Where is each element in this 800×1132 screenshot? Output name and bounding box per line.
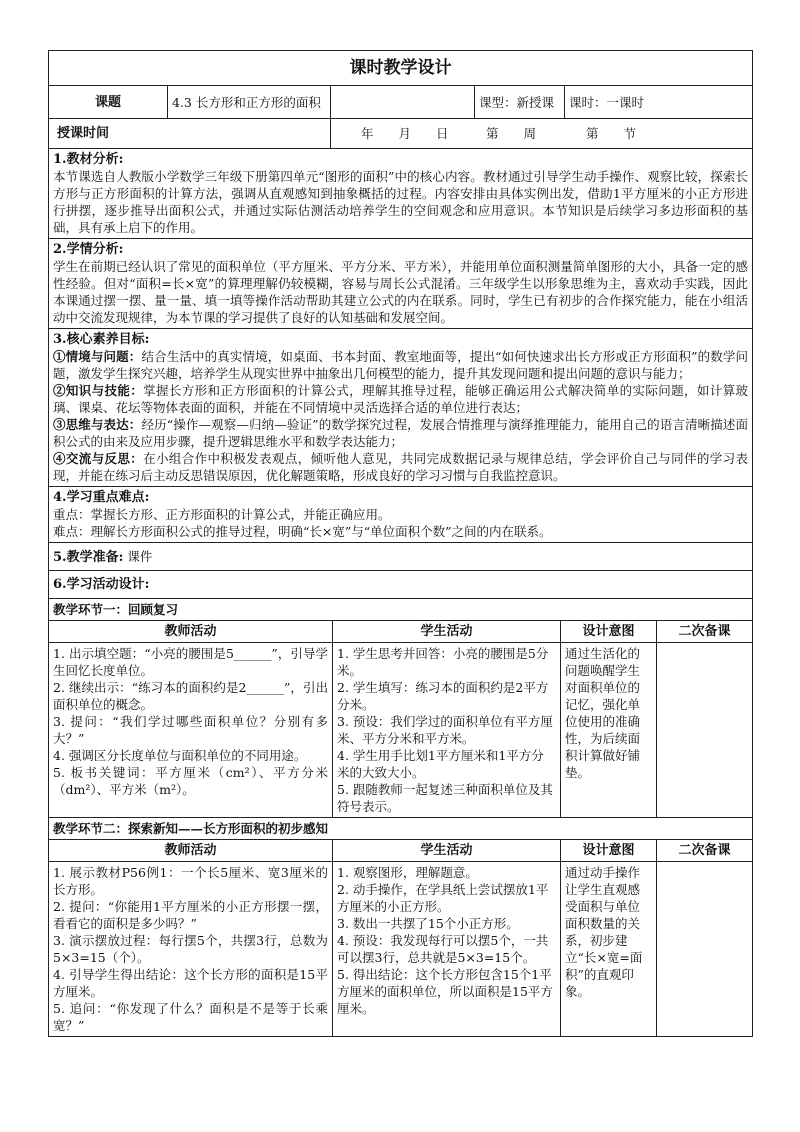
preparation-value: 课件 <box>127 548 153 564</box>
lesson-hours: 课时：一课时 <box>565 86 753 119</box>
design-intent: 通过动手操作让学生直观感受面积与单位面积数量的关系，初步建立“长×宽=面积”的直观印象。 <box>561 862 657 1037</box>
list-item: 2. 动手操作，在学具纸上尝试摆放1平方厘米的小正方形。 <box>337 882 549 914</box>
list-item: 4. 预设：我发现每行可以摆5个，一共可以摆3行，总共就是5×3=15个。 <box>337 933 549 965</box>
stage1-table <box>48 599 753 1037</box>
second-prep-cell[interactable] <box>657 643 753 818</box>
col-intent-header: 设计意图 <box>561 621 657 643</box>
section-title: 4.学习重点难点: <box>53 490 150 505</box>
goal-item: ①情境与问题：结合生活中的真实情境，如桌面、书本封面、教室地面等，提出“如何快速求出长方形或正方形面积”的数学问题，激发学生探究兴趣，培养学生从现实世界中抽象出几何模型的能力，提升其发现问题和提出问题的意识与能力； <box>53 349 749 381</box>
key-point: 重点：掌握长方形、正方形面积的计算公式，并能正确应用。 <box>53 507 391 522</box>
list-item: 1. 出示填空题：“小亮的腰围是5______”，引导学生回忆长度单位。 <box>53 646 328 678</box>
section-title: 1.教材分析: <box>53 152 124 167</box>
list-item: 5. 板书关键词：平方厘米（cm²）、平方分米（dm²）、平方米（m²）。 <box>53 765 328 797</box>
section-core-goals <box>49 329 753 487</box>
list-item: 1. 学生思考并回答：小亮的腰围是5分米。 <box>337 646 549 678</box>
list-item: 2. 继续出示：“练习本的面积约是2______”，引出面积单位的概念。 <box>53 680 328 712</box>
topic-label: 课题 <box>49 86 168 118</box>
col-teacher-header: 教师活动 <box>49 840 333 862</box>
second-prep-cell[interactable] <box>657 862 753 1037</box>
list-item: 3. 演示摆放过程：每行摆5个，共摆3行，总数为5×3=15（个）。 <box>53 933 328 965</box>
list-item: 3. 提问：“我们学过哪些面积单位？分别有多大？” <box>53 714 328 746</box>
section-activity-design: 6.学习活动设计: <box>49 571 753 599</box>
stage-title: 教学环节一：回顾复习 <box>49 599 753 621</box>
col-intent-header: 设计意图 <box>561 840 657 862</box>
col-teacher-header: 教师活动 <box>49 621 333 643</box>
list-item: 5. 追问：“你发现了什么？面积是不是等于长乘宽？” <box>53 1001 328 1033</box>
list-item: 4. 强调区分长度单位与面积单位的不同用途。 <box>53 748 307 763</box>
section-preparation <box>49 543 753 571</box>
stage-title: 教学环节二：探索新知——长方形面积的初步感知 <box>49 818 753 840</box>
difficulty: 难点：理解长方形面积公式的推导过程，明确“长×宽”与“单位面积个数”之间的内在联系。 <box>53 524 552 539</box>
time-value: 年 月 日 第 周 第 节 <box>331 119 753 149</box>
teacher-activities <box>49 643 333 818</box>
list-item: 5. 跟随教师一起复述三种面积单位及其符号表示。 <box>337 782 553 814</box>
list-item: 3. 预设：我们学过的面积单位有平方厘米、平方分米和平方米。 <box>337 714 553 746</box>
list-item: 1. 观察图形，理解题意。 <box>337 865 478 880</box>
section-body: 本节课选自人教版小学数学三年级下册第四单元“图形的面积”中的核心内容。教材通过引导学生动手操作、观察比较，探索长方形与正方形面积的计算方法，强调从直观感知到抽象概括的过程。内容安排由具体实例出发，借助1平方厘米的小正方形进行拼摆，逐步推导出面积公式，并通过实际估测活动培养学生的空间观念和应用意识。本节知识是后续学习多边形面积的基础，具有承上启下的作用。 <box>53 169 749 235</box>
list-item: 5. 得出结论：这个长方形包含15个1平方厘米的面积单位，所以面积是15平方厘米。 <box>337 967 553 1016</box>
topic-value: 4.3 长方形和正方形的面积 <box>172 94 321 110</box>
student-activities <box>333 862 561 1037</box>
section-key-points <box>49 487 753 543</box>
page-title: 课时教学设计 <box>49 51 753 86</box>
col-student-header: 学生活动 <box>333 840 561 862</box>
student-activities <box>333 643 561 818</box>
section-title: 3.核心素养目标: <box>53 332 150 347</box>
list-item: 4. 引导学生得出结论：这个长方形的面积是15平方厘米。 <box>53 967 328 999</box>
list-item: 2. 提问：“你能用1平方厘米的小正方形摆一摆，看看它的面积是多少吗？” <box>53 899 328 931</box>
list-item: 1. 展示教材P56例1：一个长5厘米、宽3厘米的长方形。 <box>53 865 328 897</box>
goal-item: ④交流与反思：在小组合作中积极发表观点，倾听他人意见，共同完成数据记录与规律总结，学会评价自己与同伴的学习表现，并能在练习后主动反思错误原因，优化解题策略，形成良好的学习习惯与自我监控意识。 <box>53 451 749 483</box>
section-material-analysis <box>49 149 753 239</box>
section-body: 学生在前期已经认识了常见的面积单位（平方厘米、平方分米、平方米），并能用单位面积测量简单图形的大小，具备一定的感性经验。但对“面积=长×宽”的算理理解仍较模糊，容易与周长公式混淆。三年级学生以形象思维为主，喜欢动手实践，因此本课通过摆一摆、量一量、填一填等操作活动帮助其建立公式的内在联系。同时，学生已有初步的合作探究能力，能在小组活动中交流发现规律，为本节课的学习提供了良好的认知基础和发展空间。 <box>53 259 749 325</box>
col-prep-header: 二次备课 <box>657 840 753 862</box>
section-student-analysis <box>49 239 753 329</box>
goal-item: ③思维与表达：经历“操作—观察—归纳—验证”的数学探究过程，发展合情推理与演绎推理能力，能用自己的语言清晰描述面积公式的由来及应用步骤，提升逻辑思维水平和数学表达能力； <box>53 417 749 449</box>
design-intent: 通过生活化的问题唤醒学生对面积单位的记忆，强化单位使用的准确性，为后续面积计算做好铺垫。 <box>561 643 657 818</box>
time-label: 授课时间 <box>49 119 331 149</box>
col-student-header: 学生活动 <box>333 621 561 643</box>
lesson-plan-page <box>48 50 752 1037</box>
section-title: 5.教学准备: <box>53 549 124 565</box>
teacher-activities <box>49 862 333 1037</box>
list-item: 4. 学生用手比划1平方厘米和1平方分米的大致大小。 <box>337 748 544 780</box>
lesson-type: 课型：新授课 <box>475 86 565 119</box>
list-item: 3. 数出一共摆了15个小正方形。 <box>337 916 519 931</box>
list-item: 2. 学生填写：练习本的面积约是2平方分米。 <box>337 680 549 712</box>
section-title: 2.学情分析: <box>53 242 124 257</box>
col-prep-header: 二次备课 <box>657 621 753 643</box>
goal-item: ②知识与技能：掌握长方形和正方形面积的计算公式，理解其推导过程，能够正确运用公式解决简单的实际问题，如计算玻璃、课桌、花坛等物体表面的面积，并能在不同情境中灵活选择合适的单位进行表达； <box>53 383 749 415</box>
lesson-plan-table <box>48 50 753 599</box>
